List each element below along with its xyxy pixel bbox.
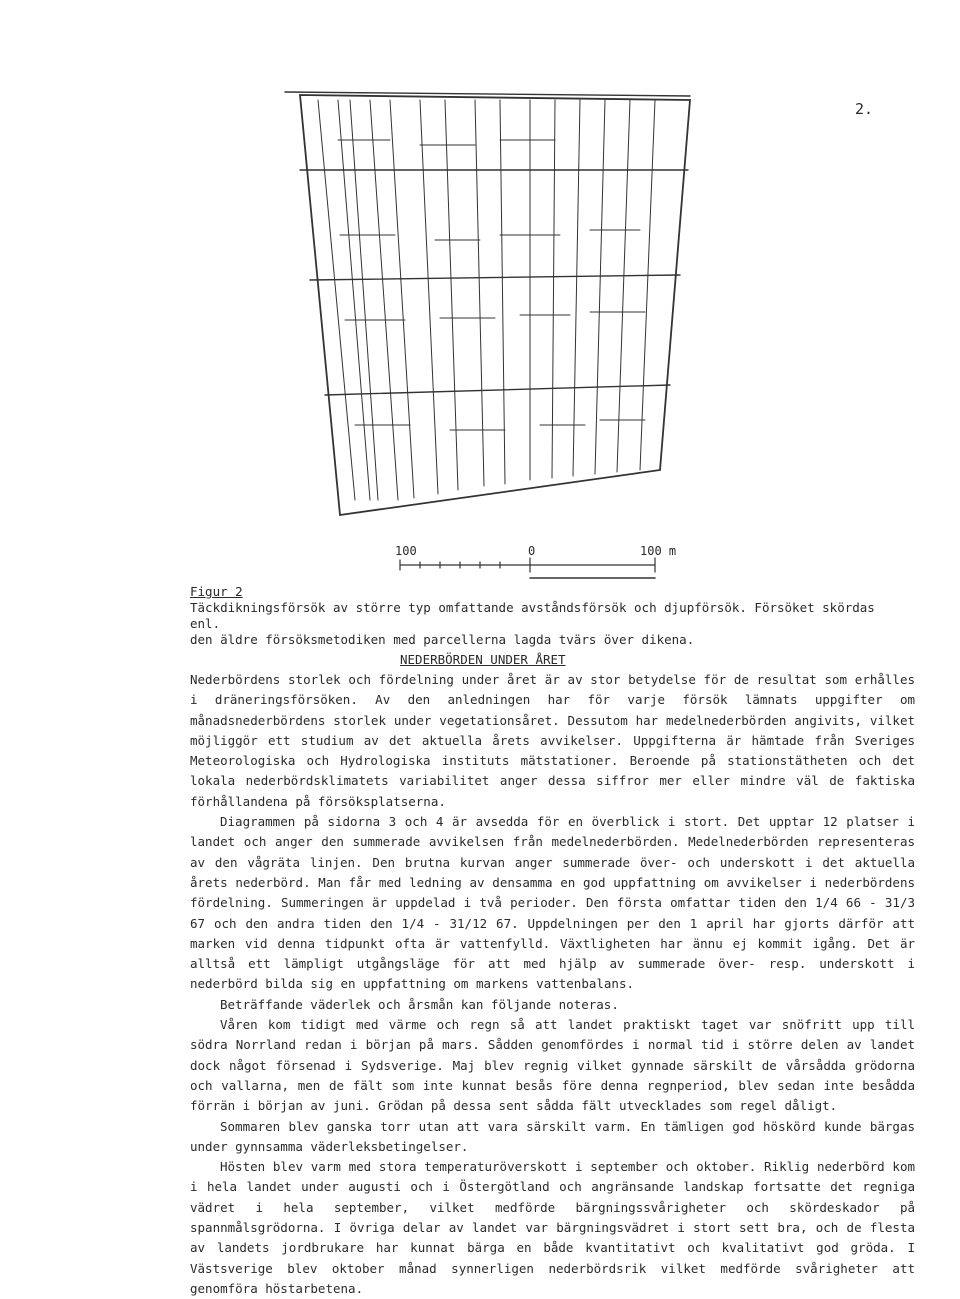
paragraph: Diagrammen på sidorna 3 och 4 är avsedda för en överblick i stort. Det upptar 12 platser i landet och anger den summerade avvikelsen från medelnederbörden. Medelnederbörden representeras av den vågräta linjen. Den brutna kurvan anger summerade över- och underskott i det aktuella årets nederbörd. Man får med ledning av densamma en god uppfattning om avvikelser i nederbördens fördelning. Summeringen är uppdelad i två perioder. Den första omfattar tiden den 1/4 66 - 31/3 67 och den andra tiden den 1/4 - 31/12 67. Uppdelningen per den 1 april har gjorts därför att marken vid denna tidpunkt ofta är vattenfylld. Växtligheten har ännu ej kommit igång. Det är alltså ett lämpligt utgångsläge för att med hjälp av summerade över- resp. underskott i nederbörd bilda sig en uppfattning om markens vattenbalans. (190, 814, 915, 992)
body-text (190, 670, 915, 1299)
scale-bar (400, 558, 655, 578)
field-boundary (300, 95, 690, 515)
paragraph: Beträffande väderlek och årsmån kan följande noteras. (220, 996, 619, 1012)
paragraph: Våren kom tidigt med värme och regn så att landet praktiskt taget var snöfritt upp till södra Norrland redan i början på mars. Sådden genomfördes i normal tid i större delen av landet dock något försenad i Sydsverige. Maj blev regnig vilket gynnade särskilt de vårsådda grödorna och vallarna, men de fält som inte kunnat besås före denna regnperiod, blev sedan inte besådda förrän i början av juni. Grödan på dessa sent sådda fält utvecklades som regel dåligt. (190, 1017, 915, 1114)
section-heading: NEDERBÖRDEN UNDER ÅRET (400, 652, 566, 667)
scale-label-right: 100 m (640, 544, 677, 558)
field-plan-figure (0, 0, 960, 590)
paragraph: Hösten blev varm med stora temperaturöverskott i september och oktober. Riklig nederbörd kom i hela landet under augusti och i Östergötland och angränsande landskap fortsatte det regniga vädret i hela september, vilket medförde bärgningssvårigheter och skördeskador på spannmålsgrödorna. I övriga delar av landet var bärgningsvädret i stort sett bra, och de flesta av landets jordbrukare har kunnat bärga en både kvantitativt och kvalitativt god gröda. I Västsverige blev oktober månad synnerligen nederbördsrik vilket medförde svårigheter att genomföra höstarbetena. (190, 1159, 915, 1296)
caption-line: Täckdikningsförsök av större typ omfattande avståndsförsök och djupförsök. Försöket skördas enl. (190, 600, 875, 631)
figure-caption (190, 584, 910, 648)
scale-label-left: 100 (395, 544, 417, 558)
drainage-ditches (318, 100, 655, 500)
scale-label-zero: 0 (528, 544, 536, 558)
paragraph: Nederbördens storlek och fördelning under året är av stor betydelse för de resultat som erhålles i dräneringsförsöken. Av den anledningen har för varje försök lämnats uppgifter om månadsnederbördens storlek under vegetationsåret. Dessutom har medelnederbörden angivits, vilket möjliggör ett studium av det aktuella årets avvikelser. Uppgifterna är hämtade från Sveriges Meteorologiska och Hydrologiska instituts mätstationer. Beroende på stationstätheten och det lokala nederbördsklimatets variabilitet anger dessa siffror mer eller mindre väl de faktiska förhållandena på försöksplatserna. (190, 672, 915, 809)
paragraph: Sommaren blev ganska torr utan att vara särskilt varm. En tämligen god höskörd kunde bärgas under gynnsamma väderleksbetingelser. (190, 1118, 915, 1154)
caption-title: Figur 2 (190, 584, 243, 599)
page-number: 2. (855, 100, 874, 118)
plot-divisions (300, 170, 688, 395)
caption-line: den äldre försöksmetodiken med parcellerna lagda tvärs över dikena. (190, 632, 695, 647)
